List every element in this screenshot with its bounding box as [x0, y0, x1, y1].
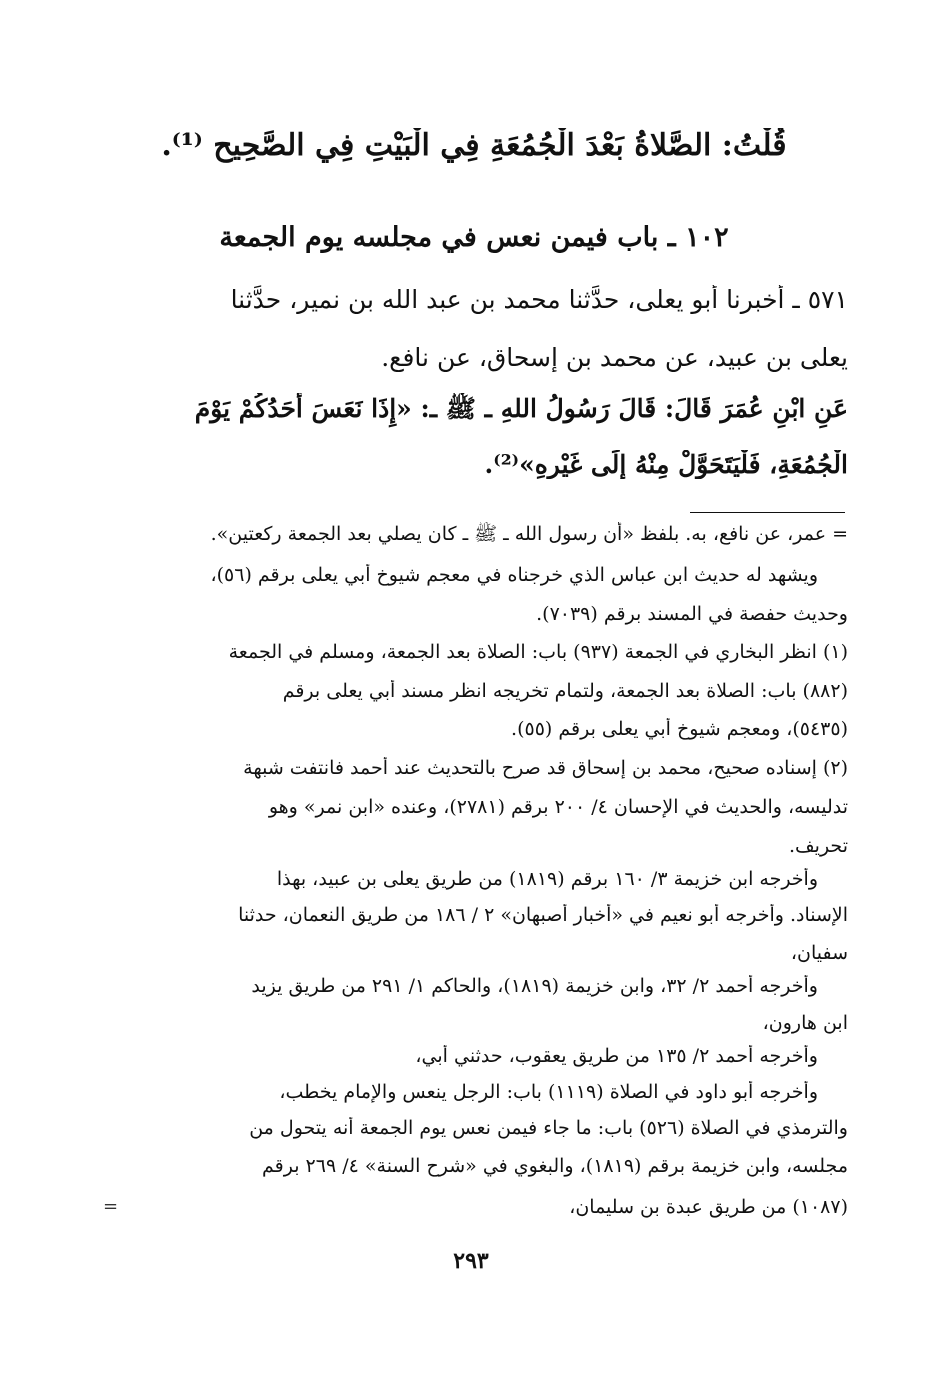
isnad-line: ٥٧١ ـ أخبرنا أبو يعلى، حدَّثنا محمد بن عبد الله بن نمير، حدَّثنا: [230, 285, 848, 314]
footnote-2-line: مجلسه، وابن خزيمة برقم (١٨١٩)، والبغوي في «شرح السنة» ٤/ ٢٦٩ برقم: [262, 1155, 848, 1177]
footnote-2-line: وأخرجه أبو داود في الصلاة (١١١٩) باب: الرجل ينعس والإمام يخطب،: [279, 1081, 818, 1103]
footnote-2-line: تدليسه، والحديث في الإحسان ٤/ ٢٠٠ برقم (٢٧٨١)، وعنده «ابن نمر» وهو: [268, 796, 848, 818]
footnote-line: وحديث حفصة في المسند برقم (٧٠٣٩).: [536, 603, 848, 625]
footnote-line: = عمر، عن نافع، به. بلفظ «أن رسول الله ـ ﷺ ـ كان يصلي بعد الجمعة ركعتين».: [210, 523, 848, 545]
footnote-2-line: سفيان،: [790, 942, 848, 964]
footnote-2-line: (٢) إسناده صحيح، محمد بن إسحاق قد صرح بالتحديث عند أحمد فانتفت شبهة: [243, 757, 848, 779]
page-number: ٢٩٣: [453, 1248, 489, 1274]
chapter-heading: ١٠٢ ـ باب فيمن نعس في مجلسه يوم الجمعة: [219, 222, 729, 253]
footnote-separator: [690, 512, 845, 513]
footnote-2-line: وأخرجه أحمد ٢/ ١٣٥ من طريق يعقوب، حدثني أبي،: [415, 1045, 818, 1067]
footnote-2-line: (١٠٨٧) من طريق عبدة بن سليمان،: [569, 1196, 848, 1218]
matn-line: عَنِ ابْنِ عُمَرَ قَالَ: قَالَ رَسُولُ اللهِ ـ ﷺ ـ: «إِذَا نَعَسَ أَحَدُكُمْ يَوْمَ: [194, 394, 848, 423]
footnote-1-line: (١) انظر البخاري في الجمعة (٩٣٧) باب: الصلاة بعد الجمعة، ومسلم في الجمعة: [228, 641, 848, 663]
footnote-2-line: وأخرجه أحمد ٢/ ٣٢، وابن خزيمة (١٨١٩)، والحاكم ١/ ٢٩١ من طريق يزيد: [251, 975, 818, 997]
footnote-2-line: ابن هارون،: [762, 1012, 848, 1034]
matn-line: الْجُمُعَةِ، فَلْيَتَحَوَّلْ مِنْهُ إِلَى غَيْرِهِ»⁽²⁾.: [484, 450, 848, 479]
footnote-1-line: (٨٨٢) باب: الصلاة بعد الجمعة، ولتمام تخريجه انظر مسند أبي يعلى برقم: [282, 680, 848, 702]
footnote-2-line: الإسناد. وأخرجه أبو نعيم في «أخبار أصبهان» ٢ / ١٨٦ من طريق النعمان، حدثنا: [238, 904, 848, 926]
footnote-2-line: والترمذي في الصلاة (٥٢٦) باب: ما جاء فيمن نعس يوم الجمعة أنه يتحول من: [249, 1117, 848, 1139]
isnad-line: يعلى بن عبيد، عن محمد بن إسحاق، عن نافع.: [381, 343, 848, 372]
footnote-1-line: (٥٤٣٥)، ومعجم شيوخ أبي يعلى برقم (٥٥).: [511, 718, 848, 740]
continuation-mark: =: [103, 1196, 119, 1217]
quote-line: قُلْتُ: الصَّلاةُ بَعْدَ الْجُمُعَةِ فِي الْبَيْتِ فِي الصَّحِيحِ ⁽¹⁾.: [161, 128, 787, 163]
footnote-line: ويشهد له حديث ابن عباس الذي خرجناه في معجم شيوخ أبي يعلى برقم (٥٦)،: [210, 564, 818, 586]
footnote-2-line: وأخرجه ابن خزيمة ٣/ ١٦٠ برقم (١٨١٩) من طريق يعلى بن عبيد، بهذا: [276, 868, 818, 890]
footnote-2-line: تحريف.: [788, 835, 848, 857]
